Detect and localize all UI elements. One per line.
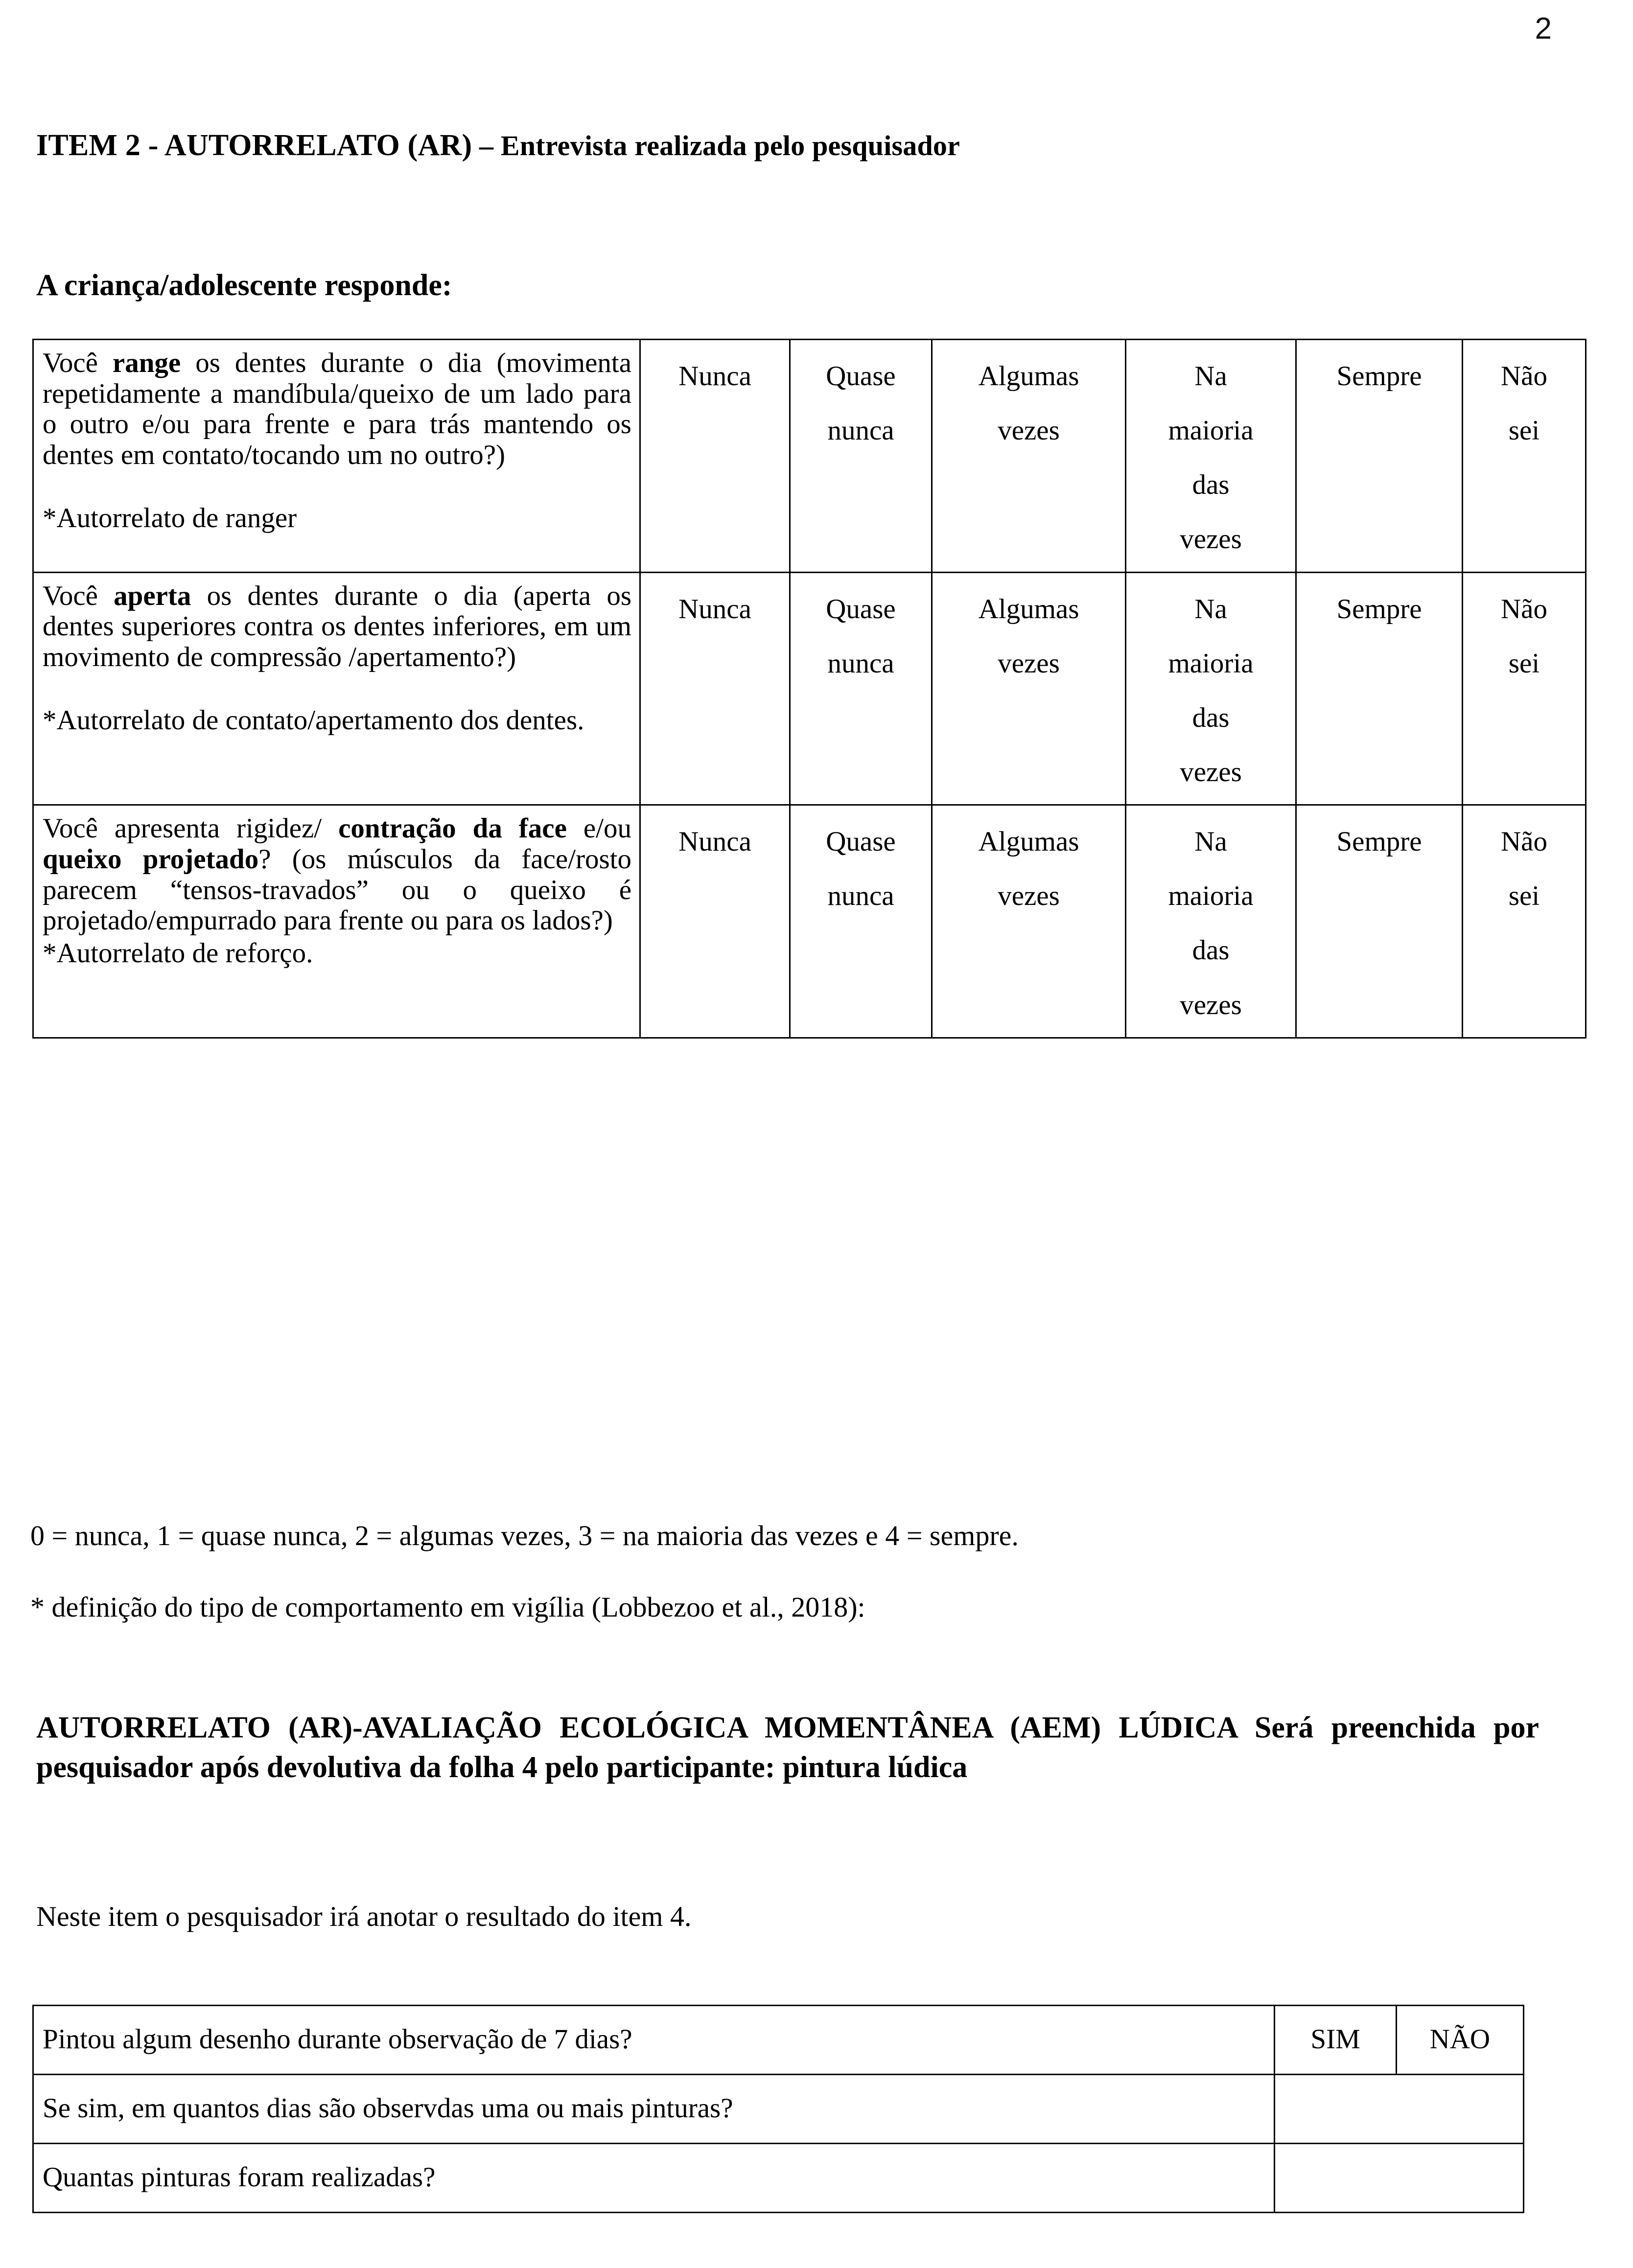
question-keyword: range	[112, 347, 181, 378]
option-cell-sempre[interactable]	[1296, 805, 1463, 1038]
pintura-answer-field-3[interactable]	[1275, 2144, 1524, 2213]
pintura-ludica-table	[32, 2005, 1524, 2213]
option-label-line2: nunca	[827, 880, 894, 912]
autorrelato-table	[32, 339, 1586, 1039]
pintura-header-sim[interactable]: SIM	[1275, 2006, 1396, 2075]
question-keyword: aperta	[114, 580, 191, 611]
option-label-line1: Algumas	[978, 826, 1079, 857]
question-note-range: *Autorrelato de ranger	[43, 502, 297, 533]
table-row	[33, 572, 1586, 805]
option-label-line2: nunca	[827, 648, 894, 679]
option-cell-nunca[interactable]	[640, 572, 790, 805]
option-label-line3: das	[1192, 935, 1230, 966]
question-post: os dentes durante o dia (aperta os dentes superiores contra os dentes inferiores, em um movimento de compressão /apertamento?)	[43, 580, 632, 672]
question-note-rigidez: *Autorrelato de reforço.	[43, 937, 313, 969]
question-note-aperta: *Autorrelato de contato/apertamento dos dentes.	[43, 704, 584, 736]
option-label-line2: vezes	[998, 880, 1060, 912]
option-cell-nao-sei[interactable]	[1463, 572, 1586, 805]
question-keyword: contração da face	[338, 813, 567, 844]
option-label-line1: Sempre	[1336, 826, 1422, 857]
option-cell-na-maioria-das-vezes[interactable]	[1126, 572, 1296, 805]
aem-instruction-text: Neste item o pesquisador irá anotar o resultado do item 4.	[36, 1900, 692, 1932]
option-cell-sempre[interactable]	[1296, 340, 1463, 573]
page-title-rest: – Entrevista realizada pelo pesquisador	[472, 130, 960, 162]
pintura-question-3: Quantas pinturas foram realizadas?	[33, 2144, 1275, 2213]
option-cell-algumas-vezes[interactable]	[932, 805, 1126, 1038]
question-pre: Você	[43, 347, 113, 378]
table-row	[33, 2006, 1524, 2075]
question-post: ? (os músculos da face/rosto parecem “tensos-travados” ou o queixo é projetado/empurrado para frente ou para os lados?)	[43, 843, 631, 936]
option-cell-quase-nunca[interactable]	[790, 805, 932, 1038]
option-label-line2: sei	[1508, 415, 1540, 446]
page-number: 2	[1535, 12, 1552, 46]
option-label-line2: vezes	[998, 415, 1060, 446]
option-cell-nunca[interactable]	[640, 340, 790, 573]
page-title-bold: ITEM 2 - AUTORRELATO (AR)	[36, 129, 472, 162]
question-cell-range	[33, 340, 640, 573]
question-text-range	[43, 348, 631, 471]
option-label-line1: Na	[1194, 361, 1227, 392]
option-label-line1: Quase	[826, 826, 896, 857]
table-row	[33, 2075, 1524, 2144]
aem-section-heading: AUTORRELATO (AR)-AVALIAÇÃO ECOLÓGICA MOMENTÂNEA (AEM) LÚDICA Será preenchida por pesquisador após devolutiva da folha 4 pelo participante: pintura lúdica	[36, 1711, 1539, 1784]
page-title	[36, 128, 960, 163]
option-label-line1: Nunca	[678, 826, 751, 857]
definition-footnote: * definição do tipo de comportamento em vigília (Lobbezoo et al., 2018):	[30, 1591, 865, 1623]
option-cell-algumas-vezes[interactable]	[932, 340, 1126, 573]
question-cell-aperta	[33, 572, 640, 805]
question-post: os dentes durante o dia (movimenta repetidamente a mandíbula/queixo de um lado para o outro e/ou para frente e para trás mantendo os dentes em contato/tocando um no outro?)	[43, 347, 631, 471]
section-subtitle-responde: A criança/adolescente responde:	[36, 269, 452, 302]
option-label-line4: vezes	[1180, 756, 1242, 787]
option-label-line1: Algumas	[978, 361, 1079, 392]
option-label-line1: Nunca	[678, 593, 751, 625]
option-label-line1: Algumas	[978, 593, 1079, 625]
option-label-line1: Nunca	[678, 361, 751, 392]
question-mid: e/ou	[566, 813, 631, 844]
option-label-line3: das	[1192, 469, 1230, 501]
option-label-line1: Na	[1194, 593, 1227, 625]
option-label-line1: Quase	[826, 361, 896, 392]
option-label-line2: sei	[1508, 880, 1540, 912]
option-label-line1: Quase	[826, 593, 896, 625]
option-label-line4: vezes	[1180, 524, 1242, 555]
option-label-line1: Sempre	[1336, 361, 1422, 392]
option-cell-quase-nunca[interactable]	[790, 572, 932, 805]
pintura-question-1: Pintou algum desenho durante observação de 7 dias?	[33, 2006, 1275, 2075]
question-text-rigidez	[43, 813, 631, 936]
option-label-line1: Não	[1501, 361, 1547, 392]
pintura-question-2: Se sim, em quantos dias são observdas uma ou mais pinturas?	[33, 2075, 1275, 2144]
option-label-line2: maioria	[1168, 648, 1254, 679]
option-label-line2: maioria	[1168, 415, 1254, 446]
pintura-header-nao[interactable]: NÃO	[1396, 2006, 1523, 2075]
option-label-line2: nunca	[827, 415, 894, 446]
option-cell-sempre[interactable]	[1296, 572, 1463, 805]
option-label-line1: Não	[1501, 826, 1547, 857]
table-row	[33, 340, 1586, 573]
question-pre: Você	[43, 580, 114, 611]
option-label-line2: maioria	[1168, 880, 1254, 912]
question-text-aperta	[43, 581, 631, 673]
option-label-line1: Na	[1194, 826, 1227, 857]
option-cell-algumas-vezes[interactable]	[932, 572, 1126, 805]
option-cell-nunca[interactable]	[640, 805, 790, 1038]
option-cell-na-maioria-das-vezes[interactable]	[1126, 805, 1296, 1038]
option-cell-nao-sei[interactable]	[1463, 805, 1586, 1038]
pintura-answer-field-2[interactable]	[1275, 2075, 1524, 2144]
option-cell-quase-nunca[interactable]	[790, 340, 932, 573]
option-label-line2: vezes	[998, 648, 1060, 679]
option-label-line4: vezes	[1180, 989, 1242, 1020]
option-label-line1: Não	[1501, 593, 1547, 625]
option-cell-na-maioria-das-vezes[interactable]	[1126, 340, 1296, 573]
option-label-line1: Sempre	[1336, 593, 1422, 625]
option-label-line3: das	[1192, 702, 1230, 733]
scoring-legend: 0 = nunca, 1 = quase nunca, 2 = algumas vezes, 3 = na maioria das vezes e 4 = sempre.	[30, 1520, 1019, 1551]
table-row	[33, 805, 1586, 1038]
option-cell-nao-sei[interactable]	[1463, 340, 1586, 573]
option-label-line2: sei	[1508, 648, 1540, 679]
question-pre: Você apresenta rigidez/	[43, 813, 339, 844]
question-cell-rigidez	[33, 805, 640, 1038]
table-row	[33, 2144, 1524, 2213]
question-keyword-2: queixo projetado	[43, 843, 259, 875]
